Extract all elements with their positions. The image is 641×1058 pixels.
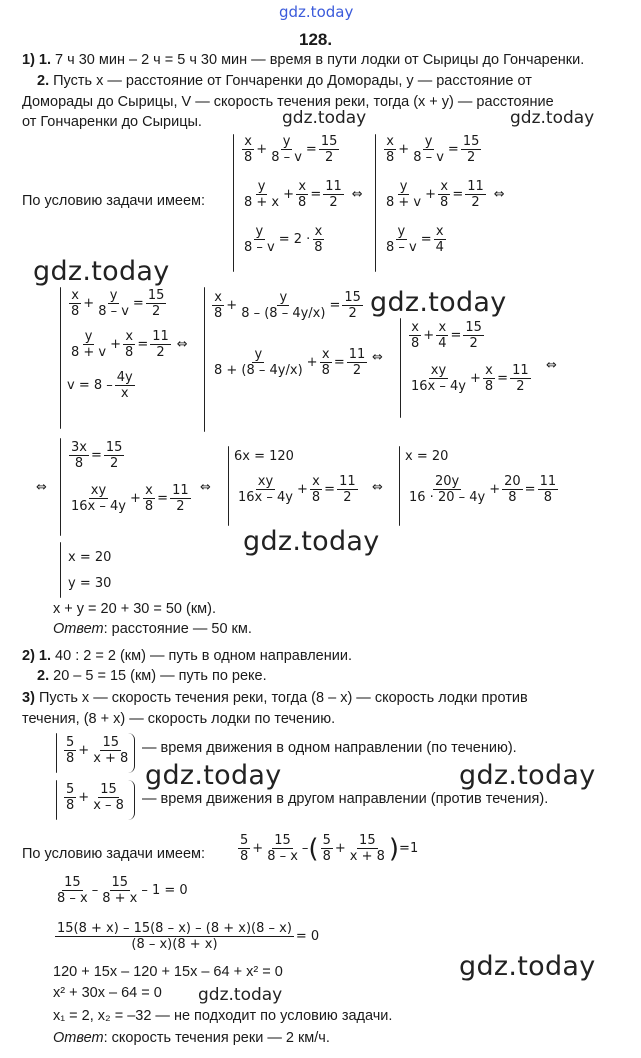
system1-eq2: $\frac{y}{8 + x}$ + $\frac{x}{8}$ = $\frac{11}{2}$ ⇔ bbox=[244, 179, 363, 210]
watermark: gdz.today bbox=[282, 108, 367, 128]
system-brace bbox=[204, 287, 205, 432]
p2-line2-num: 2. bbox=[37, 668, 50, 684]
system-brace bbox=[399, 446, 400, 526]
system-final bbox=[68, 545, 111, 597]
paren-left bbox=[56, 780, 57, 820]
watermark: gdz.today bbox=[510, 108, 595, 128]
watermark: gdz.today bbox=[370, 287, 507, 318]
system8-eq1: x = 20 bbox=[405, 449, 449, 464]
equiv-arrow: ⇔ bbox=[372, 480, 383, 495]
system-brace bbox=[60, 542, 61, 598]
system3 bbox=[67, 288, 188, 401]
p1-answer bbox=[53, 621, 252, 637]
p3-quadratic: x² + 30x – 64 = 0 bbox=[53, 985, 162, 1001]
p3-answer-text: : скорость течения реки — 2 км/ч. bbox=[103, 1030, 330, 1046]
p1-step2-num: 2. bbox=[37, 73, 50, 89]
p1-condition-label: По условию задачи имеем: bbox=[22, 193, 206, 209]
p3-line1-text: Пусть x — скорость течения реки, тогда (8 – x) — скорость лодки против bbox=[38, 690, 528, 706]
watermark-top: gdz.today bbox=[279, 3, 354, 21]
watermark: gdz.today bbox=[243, 526, 380, 557]
watermark: gdz.today bbox=[459, 760, 596, 791]
system8 bbox=[405, 449, 560, 505]
system2-eq3: $\frac{y}{8 - v}$ = $\frac{x}{4}$ bbox=[386, 224, 444, 255]
system2-eq2: $\frac{y}{8 + v}$ + $\frac{x}{8}$ = $\frac{11}{2}$ ⇔ bbox=[386, 179, 505, 210]
p3-time1-text: — время движения в одном направлении (по течению). bbox=[142, 740, 517, 756]
system2 bbox=[382, 134, 505, 255]
p3-time2-expr: $\frac{5}{8}$ + $\frac{15}{x - 8}$ bbox=[66, 782, 124, 813]
system3-eq1: $\frac{x}{8}$ + $\frac{y}{8 - v}$ = $\frac{15}{2}$ bbox=[71, 288, 165, 319]
system-brace bbox=[60, 287, 61, 429]
system7 bbox=[234, 449, 360, 505]
system-brace bbox=[228, 446, 229, 526]
p1-sum: x + y = 20 + 30 = 50 (км). bbox=[53, 601, 217, 617]
final-x: x = 20 bbox=[68, 550, 112, 565]
watermark: gdz.today bbox=[459, 951, 596, 982]
paren-right bbox=[128, 780, 135, 820]
system4-eq2: $\frac{y}{8 + (8 - 4y/x)}$ + $\frac{x}{8}$ = $\frac{11}{2}$ bbox=[214, 347, 366, 378]
system6 bbox=[67, 440, 193, 514]
p3-eq-minus-one: $\frac{15}{8 - x}$ – $\frac{15}{8 + x}$ – 1 = 0 bbox=[57, 875, 188, 906]
system4-eq1: $\frac{x}{8}$ + $\frac{y}{8 - (8 - 4y/x)}$ = $\frac{15}{2}$ bbox=[214, 290, 361, 321]
system1 bbox=[240, 134, 363, 255]
paren-right bbox=[128, 733, 135, 773]
system1-eq3: $\frac{y}{8 - v}$ = 2 · $\frac{x}{8}$ bbox=[244, 224, 323, 255]
p3-expanded: 120 + 15x – 120 + 15x – 64 + x² = 0 bbox=[53, 964, 283, 980]
equiv-arrow: ⇔ bbox=[200, 480, 211, 495]
watermark: gdz.today bbox=[198, 985, 283, 1005]
p3-condition-label: По условию задачи имеем: bbox=[22, 846, 206, 862]
system2-eq1: $\frac{x}{8}$ + $\frac{y}{8 - v}$ = $\frac{15}{2}$ bbox=[386, 134, 480, 165]
system7-eq1: 6x = 120 bbox=[234, 449, 294, 464]
p1-answer-text: : расстояние — 50 км. bbox=[103, 621, 252, 637]
equiv-arrow: ⇔ bbox=[372, 350, 383, 365]
p3-line2: течения, (8 + x) — скорость лодки по течению. bbox=[22, 711, 336, 727]
system3-eq2: $\frac{y}{8 + v}$ + $\frac{x}{8}$ = $\frac{11}{2}$ ⇔ bbox=[71, 329, 188, 360]
p2-line2-text: 20 – 5 = 15 (км) — путь по реке. bbox=[53, 668, 267, 684]
final-y: y = 30 bbox=[68, 576, 112, 591]
p2-line1-num: 2) 1. bbox=[22, 648, 52, 664]
p3-answer bbox=[53, 1030, 330, 1046]
p1-step2-line3: от Гончаренки до Сырицы. bbox=[22, 114, 202, 130]
system6-eq1: $\frac{3x}{8}$ = $\frac{15}{2}$ bbox=[71, 440, 123, 471]
p1-step2-line2: Доморады до Сырицы, V — скорость течения реки, тогда (x + y) — расстояние bbox=[22, 94, 554, 110]
p1-line1-num: 1) 1. bbox=[22, 52, 52, 68]
watermark: gdz.today bbox=[145, 760, 282, 791]
p3-time1-expr: $\frac{5}{8}$ + $\frac{15}{x + 8}$ bbox=[66, 735, 129, 766]
p1-step2-line1 bbox=[37, 73, 532, 89]
p3-num: 3) bbox=[22, 690, 35, 706]
p2-line1 bbox=[22, 648, 352, 664]
system3-eq3: v = 8 – $\frac{4y}{x}$ bbox=[67, 370, 133, 401]
p1-line1 bbox=[22, 52, 584, 68]
system5 bbox=[407, 320, 533, 394]
p2-line1-text: 40 : 2 = 2 (км) — путь в одном направлении. bbox=[55, 648, 352, 664]
system-brace bbox=[400, 318, 401, 418]
p2-line2 bbox=[37, 668, 267, 684]
p3-answer-label: Ответ bbox=[53, 1030, 104, 1046]
equiv-arrow: ⇔ bbox=[36, 480, 47, 495]
p3-big-fraction: $\frac{15(8 + x) - 15(8 - x) - (8 + x)(8 - x)}{(8 - x)(8 + x)}$ = 0 bbox=[57, 921, 320, 952]
system5-eq1: $\frac{x}{8}$ + $\frac{x}{4}$ = $\frac{15}{2}$ bbox=[411, 320, 482, 351]
system5-eq2: $\frac{xy}{16x - 4y}$ + $\frac{x}{8}$ = $\frac{11}{2}$ bbox=[411, 363, 529, 394]
system4 bbox=[210, 290, 369, 378]
system-brace bbox=[233, 134, 234, 272]
p1-line1-text: 7 ч 30 мин – 2 ч = 5 ч 30 мин — время в пути лодки от Сырицы до Гончаренки. bbox=[55, 52, 585, 68]
system1-eq1: $\frac{x}{8}$ + $\frac{y}{8 - v}$ = $\frac{15}{2}$ bbox=[244, 134, 338, 165]
p3-roots: x₁ = 2, x₂ = –32 — не подходит по условию задачи. bbox=[53, 1008, 393, 1024]
p3-condition-eq: $\frac{5}{8}$ + $\frac{15}{8 - x}$ – ( $\frac{5}{8}$ + $\frac{15}{x + 8}$ ) =1 bbox=[240, 833, 419, 864]
system7-eq2: $\frac{xy}{16x - 4y}$ + $\frac{x}{8}$ = $\frac{11}{2}$ bbox=[238, 474, 356, 505]
system8-eq2: $\frac{20y}{16 \cdot 20 - 4y}$ + $\frac{20}{8}$ = $\frac{11}{8}$ bbox=[409, 474, 557, 505]
problem-number: 128. bbox=[299, 30, 333, 49]
p3-time2-text: — время движения в другом направлении (против течения). bbox=[142, 791, 549, 807]
system6-eq2: $\frac{xy}{16x - 4y}$ + $\frac{x}{8}$ = $\frac{11}{2}$ bbox=[71, 483, 189, 514]
watermark: gdz.today bbox=[33, 256, 170, 287]
p3-line1 bbox=[22, 690, 528, 706]
paren-left bbox=[56, 733, 57, 773]
p1-step2-line1-text: Пусть x — расстояние от Гончаренки до Домоpады, y — расстояние от bbox=[53, 73, 532, 89]
equiv-arrow: ⇔ bbox=[546, 358, 557, 373]
system-brace bbox=[375, 134, 376, 272]
p1-answer-label: Ответ bbox=[53, 621, 104, 637]
system-brace bbox=[60, 438, 61, 536]
